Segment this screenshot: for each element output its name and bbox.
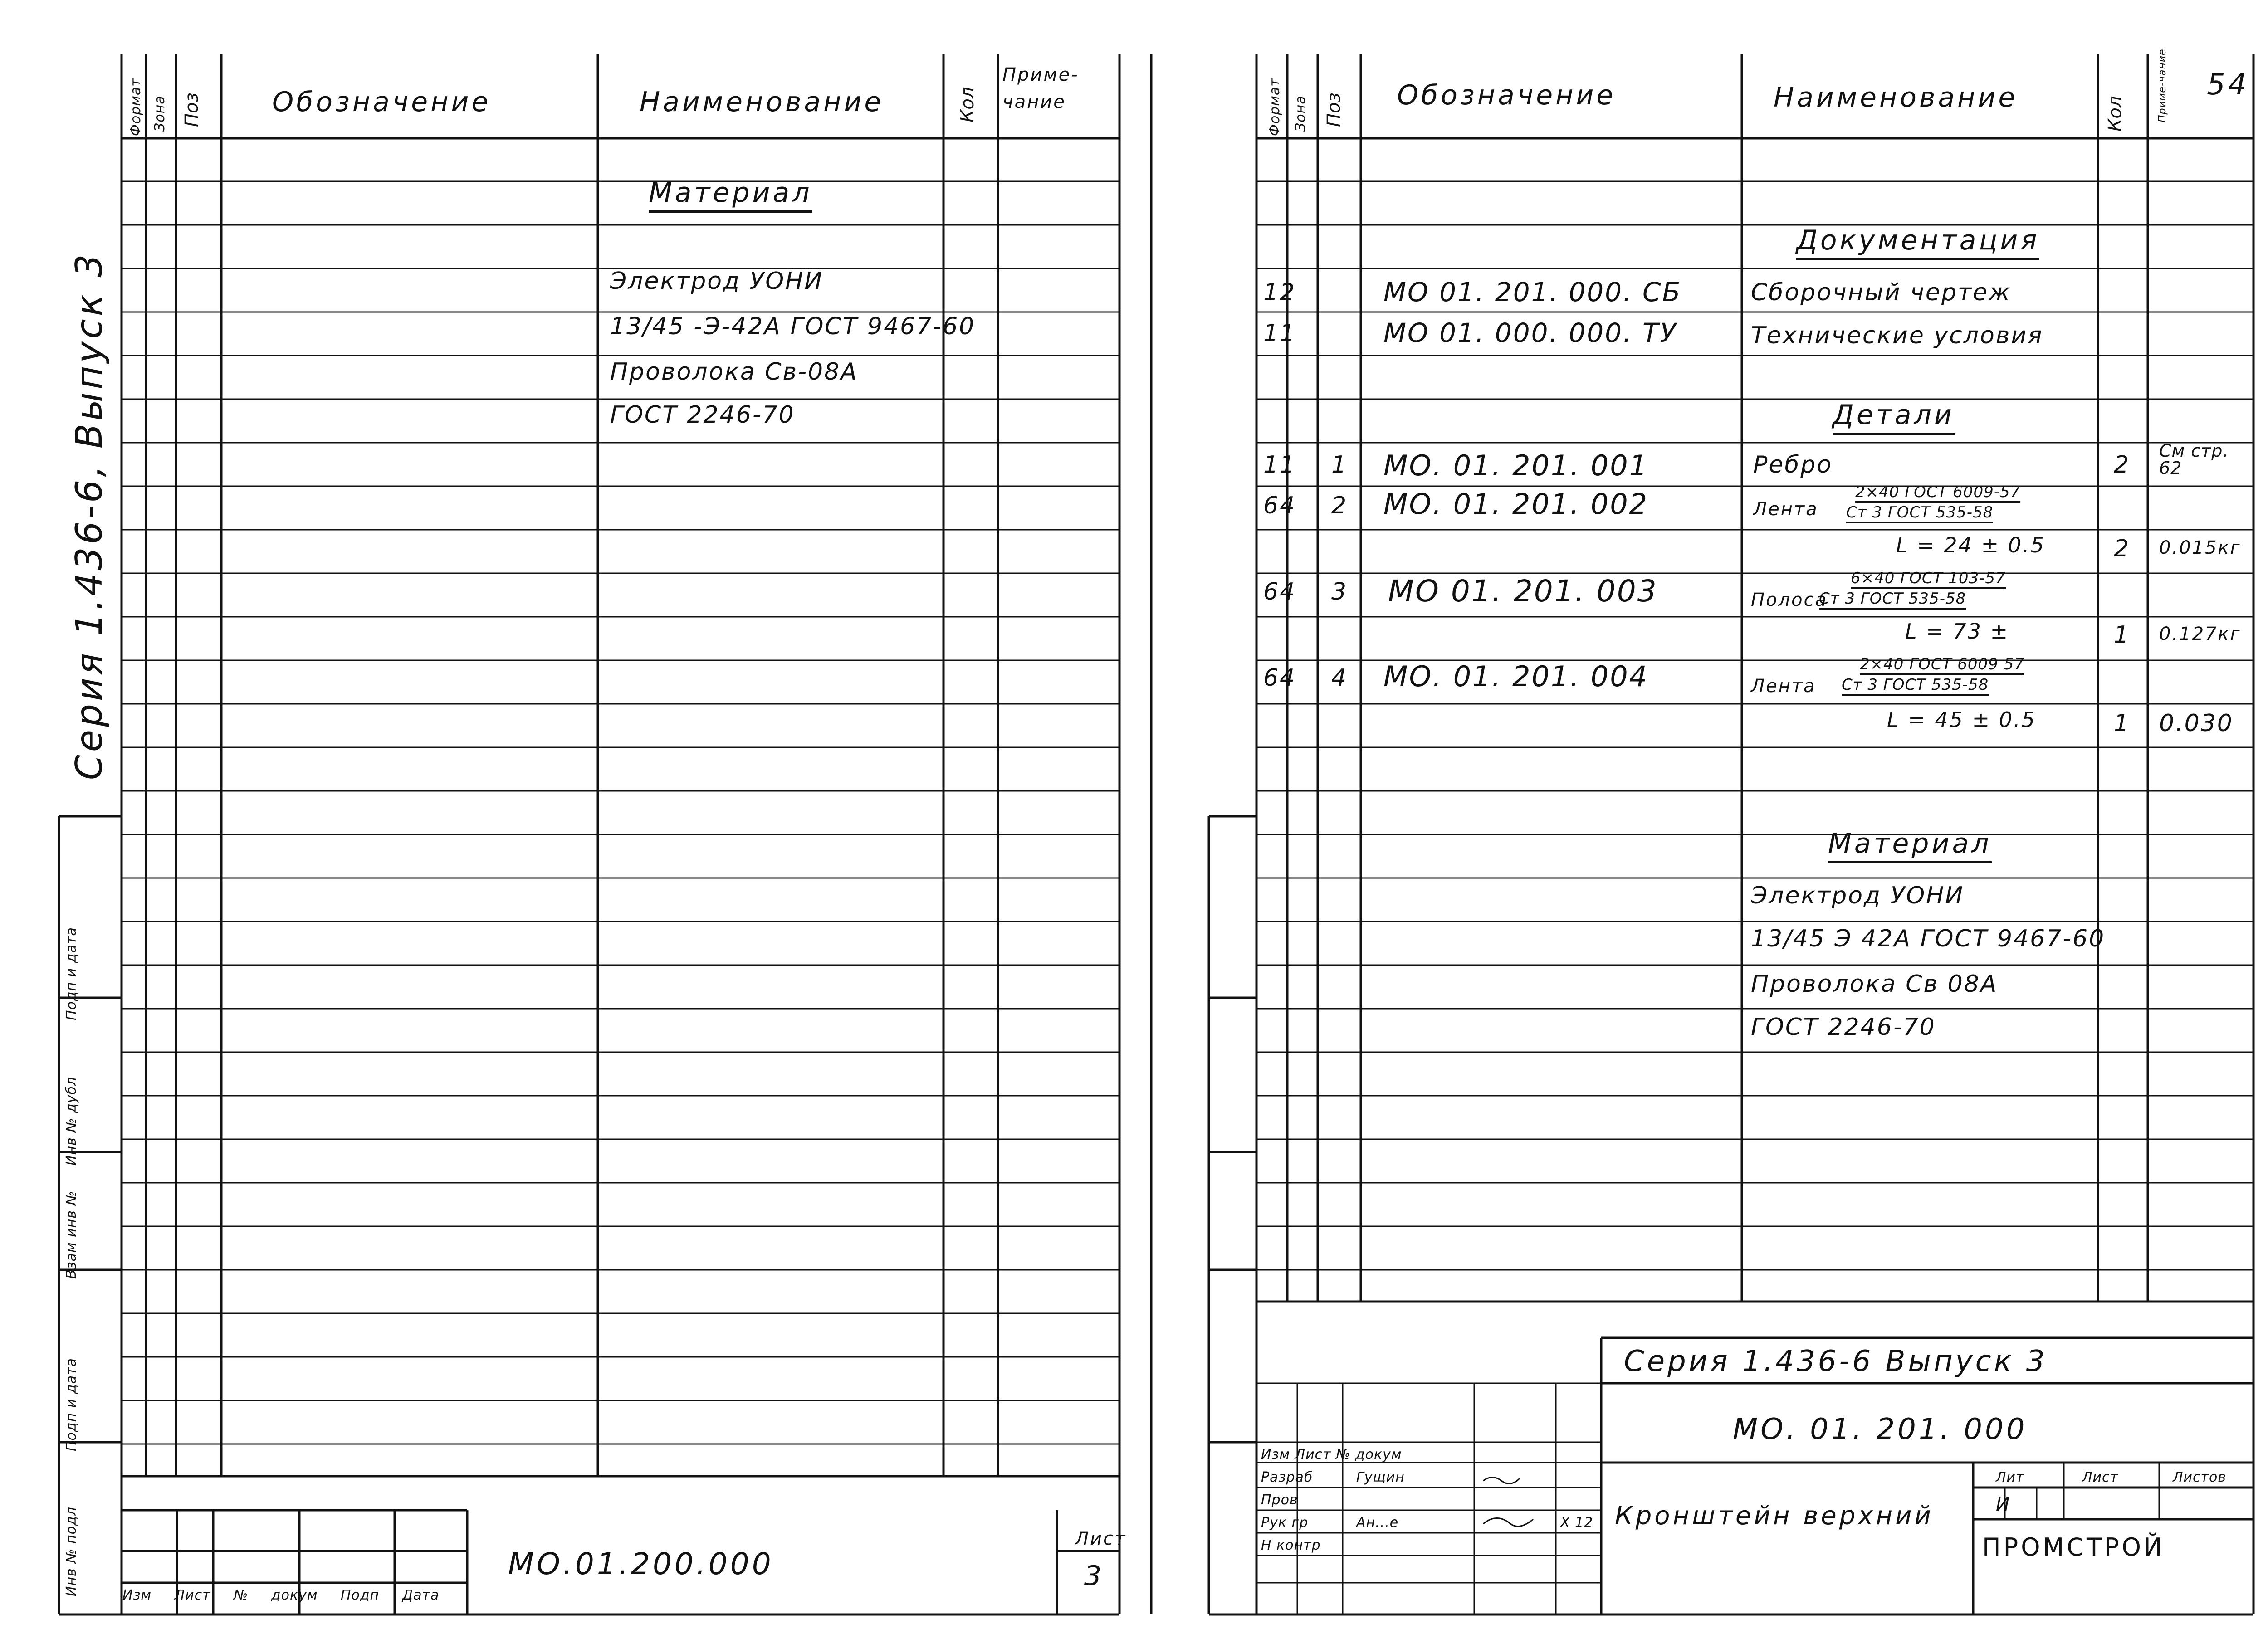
row-pos-5: 4 [1331, 664, 1348, 692]
left-sheet-label: Лист [1075, 1528, 1127, 1549]
tb-name-0: Гущин [1356, 1469, 1405, 1485]
row-fmt-5: 64 [1263, 664, 1296, 692]
right-material-3: ГОСТ 2246-70 [1751, 1014, 1936, 1041]
left-material-1: 13/45 -Э-42А ГОСТ 9467-60 [610, 313, 976, 340]
tb-date: Х 12 [1560, 1515, 1593, 1531]
row-qty-4: 1 [2114, 621, 2131, 649]
row-qty-2: 2 [2114, 451, 2131, 478]
right-material-0: Электрод УОНИ [1751, 882, 1965, 909]
row-qty-3: 2 [2114, 535, 2131, 562]
row-spec-bot-3: Ст 3 ГОСТ 535-58 [1846, 503, 1993, 523]
row-name-3: Лента [1753, 499, 1818, 520]
row-name-4: Полоса [1751, 590, 1828, 610]
left-material-0: Электрод УОНИ [610, 268, 824, 295]
tb-list: Лист [2082, 1469, 2119, 1485]
row-note-2: См стр. 62 [2159, 441, 2229, 478]
row-designation-2: МО. 01. 201. 001 [1383, 449, 1649, 482]
tb-doc-number: МО. 01. 201. 000 [1733, 1413, 2028, 1446]
row-pos-3: 2 [1331, 492, 1348, 519]
row-designation-4: МО 01. 201. 003 [1388, 574, 1658, 609]
row-fmt-0: 12 [1263, 279, 1296, 306]
right-section-details: Детали [1833, 399, 1955, 435]
right-material-2: Проволока Св 08А [1751, 971, 1998, 998]
right-header-name: Наименование [1774, 82, 2018, 113]
tb-title: Кронштейн верхний [1615, 1501, 1934, 1531]
right-section-docs: Документация [1796, 224, 2039, 260]
left-material-3: ГОСТ 2246-70 [610, 401, 795, 429]
tb-row-label-2: Пров [1261, 1492, 1298, 1508]
row-designation-5: МО. 01. 201. 004 [1383, 660, 1649, 693]
left-header-name: Наименование [640, 86, 884, 118]
row-name-1: Технические условия [1751, 322, 2043, 349]
row-note-4: 0.127кг [2159, 624, 2241, 644]
left-stamp-labels: Изм Лист № докум Подп Дата [122, 1587, 440, 1603]
row-spec-top-5: 2×40 ГОСТ 6009 57 [1860, 655, 2024, 675]
row-name-0: Сборочный чертеж [1751, 279, 2011, 306]
tb-row-label-0: Изм Лист № докум [1261, 1447, 1402, 1463]
row-spec-top-3: 2×40 ГОСТ 6009-57 [1855, 483, 2020, 503]
margin-label-inv-dubl: Инв № дубл [64, 1076, 79, 1166]
row-note-3: 0.015кг [2159, 537, 2241, 558]
row-spec-bot-5: Ст 3 ГОСТ 535-58 [1842, 676, 1989, 696]
tb-row-label-3: Рук гр [1261, 1515, 1309, 1531]
left-doc-number: МО.01.200.000 [508, 1546, 774, 1581]
row-name-5: Лента [1751, 676, 1816, 697]
left-header-format: Формат [128, 78, 144, 136]
row-length-3: L = 24 ± 0.5 [1896, 533, 2045, 557]
row-spec-bot-4: Ст 3 ГОСТ 535-58 [1819, 590, 1966, 610]
margin-label-vzam-inv: Взам инв № [64, 1190, 79, 1279]
row-fmt-2: 11 [1263, 451, 1296, 478]
tb-series: Серия 1.436-6 Выпуск 3 [1624, 1345, 2048, 1378]
right-header-qty: Кол [2105, 96, 2126, 132]
right-header-note: Приме-чание [2157, 49, 2168, 122]
right-header-designation: Обозначение [1397, 79, 1616, 111]
left-header-zone: Зона [152, 95, 168, 132]
left-material-2: Проволока Св-08А [610, 358, 858, 385]
left-header-note: Приме-чание [1002, 64, 1079, 112]
row-fmt-1: 11 [1263, 320, 1296, 347]
left-header-pos: Поз [181, 93, 202, 127]
tb-org: ПРОМСТРОЙ [1982, 1533, 2165, 1561]
row-fmt-3: 64 [1263, 492, 1296, 519]
left-section-material: Материал [649, 177, 812, 213]
row-name-2: Ребро [1753, 451, 1833, 478]
margin-label-inv-podl: Инв № подл [64, 1507, 79, 1596]
row-designation-3: МО. 01. 201. 002 [1383, 488, 1649, 521]
tb-lists: Листов [2173, 1469, 2227, 1485]
row-note-5: 0.030 [2159, 710, 2234, 737]
margin-label-podp-data-2: Подп и дата [64, 927, 79, 1020]
tb-lit-value: И [1996, 1494, 2011, 1515]
row-length-4: L = 73 ± [1905, 619, 2009, 644]
series-side-label: Серия 1.436-6, Выпуск 3 [68, 251, 110, 780]
row-qty-5: 1 [2114, 710, 2131, 737]
right-material-1: 13/45 Э 42А ГОСТ 9467-60 [1751, 925, 2106, 952]
left-sheet-number: 3 [1084, 1560, 1105, 1592]
right-header-format: Формат [1267, 78, 1283, 136]
row-length-5: L = 45 ± 0.5 [1887, 707, 2036, 732]
row-designation-1: МО 01. 000. 000. ТУ [1383, 317, 1677, 348]
row-pos-4: 3 [1331, 578, 1348, 605]
right-corner-number: 54 [2207, 68, 2249, 102]
margin-label-podp-data-1: Подп и дата [64, 1358, 79, 1451]
right-section-material: Материал [1828, 828, 1992, 863]
tb-name-1: Ан...е [1356, 1515, 1399, 1531]
tb-row-label-1: Разраб [1261, 1469, 1313, 1485]
row-fmt-4: 64 [1263, 578, 1296, 605]
row-spec-top-4: 6×40 ГОСТ 103-57 [1851, 569, 2006, 589]
left-header-qty: Кол [957, 87, 978, 122]
right-header-zone: Зона [1293, 95, 1309, 132]
right-header-pos: Поз [1324, 93, 1344, 127]
tb-row-label-4: Н контр [1261, 1537, 1321, 1553]
tb-lit: Лит [1996, 1469, 2024, 1485]
row-pos-2: 1 [1331, 451, 1348, 478]
left-header-designation: Обозначение [272, 86, 491, 118]
row-designation-0: МО 01. 201. 000. СБ [1383, 277, 1682, 307]
